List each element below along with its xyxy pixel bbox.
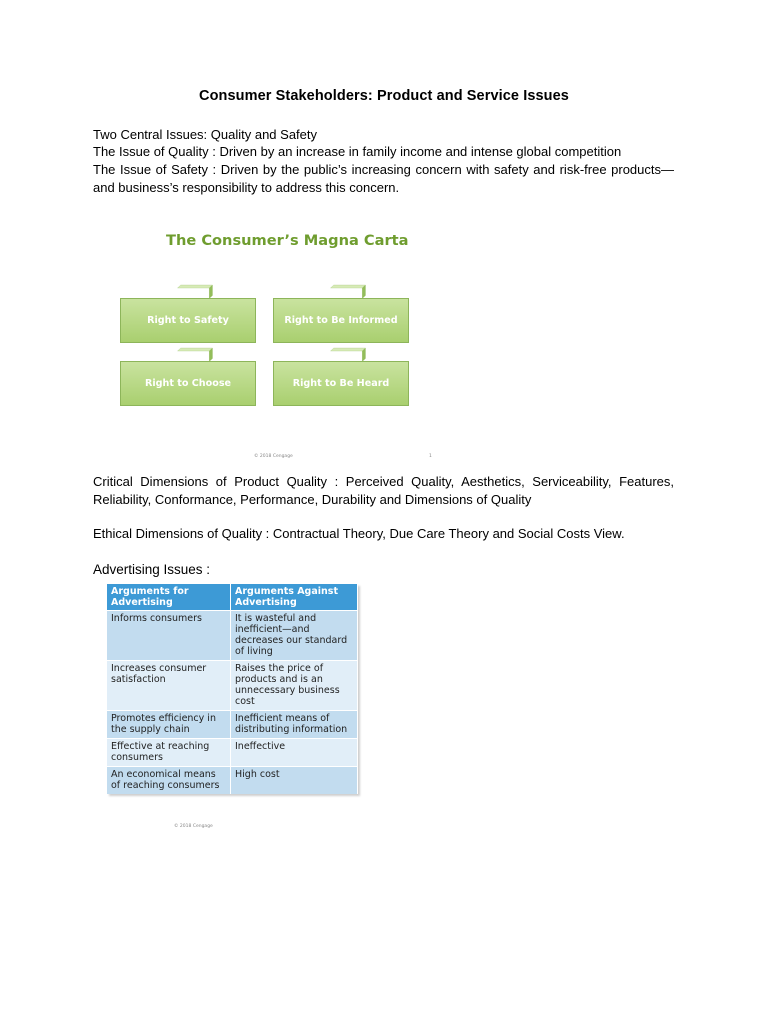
right-label: Right to Safety [147, 315, 229, 326]
box-3d-edge-icon [120, 348, 270, 362]
cell-for: Informs consumers [107, 611, 231, 661]
right-to-be-heard-box [273, 348, 409, 393]
right-to-safety-box [120, 285, 256, 330]
box-3d-edge-icon [120, 285, 270, 299]
box-3d-edge-icon [273, 285, 423, 299]
intro-line-quality: The Issue of Quality : Driven by an increase in family income and intense global competition [93, 144, 622, 159]
column-header-for: Arguments for Advertising [107, 584, 231, 611]
page-title: Consumer Stakeholders: Product and Service Issues [199, 88, 569, 104]
cell-for: Effective at reaching consumers [107, 739, 231, 767]
cell-against: Ineffective [231, 739, 358, 767]
advertising-arguments-table [107, 584, 358, 794]
table-row [107, 739, 358, 767]
magna-carta-title: The Consumer’s Magna Carta [166, 232, 409, 249]
advertising-heading: Advertising Issues : [93, 562, 211, 577]
table-row [107, 611, 358, 661]
table-row [107, 711, 358, 739]
cell-for: Promotes efficiency in the supply chain [107, 711, 231, 739]
table-header-row [107, 584, 358, 611]
cell-for: Increases consumer satisfaction [107, 661, 231, 711]
intro-line-safety: The Issue of Safety : Driven by the public’s increasing concern with safety and risk-free products—and business’s responsibility to address this concern. [93, 162, 674, 195]
box-3d-edge-icon [273, 348, 423, 362]
table-row [107, 661, 358, 711]
column-header-against: Arguments Against Advertising [231, 584, 358, 611]
intro-line-central-issues: Two Central Issues: Quality and Safety [93, 127, 317, 142]
cell-against: It is wasteful and inefficient—and decreases our standard of living [231, 611, 358, 661]
advertising-credit: © 2018 Cengage [174, 824, 213, 829]
cell-against: Inefficient means of distributing information [231, 711, 358, 739]
right-label: Right to Be Heard [292, 378, 390, 389]
right-label: Right to Choose [144, 378, 232, 389]
right-to-be-informed-box [273, 285, 409, 330]
cell-against: High cost [231, 767, 358, 795]
magna-carta-page-mark: 1 [429, 454, 432, 459]
cell-for: An economical means of reaching consumers [107, 767, 231, 795]
right-label: Right to Be Informed [284, 315, 398, 326]
critical-dimensions-paragraph: Critical Dimensions of Product Quality : Perceived Quality, Aesthetics, Serviceability, Features, Reliability, Conformance, Performance, Durability and Dimensions of Quality [93, 474, 674, 507]
cell-against: Raises the price of products and is an unnecessary business cost [231, 661, 358, 711]
right-to-choose-box [120, 348, 256, 393]
magna-carta-credit: © 2018 Cengage [254, 454, 293, 459]
ethical-dimensions-paragraph: Ethical Dimensions of Quality : Contractual Theory, Due Care Theory and Social Costs View. [93, 526, 625, 541]
table-row [107, 767, 358, 795]
